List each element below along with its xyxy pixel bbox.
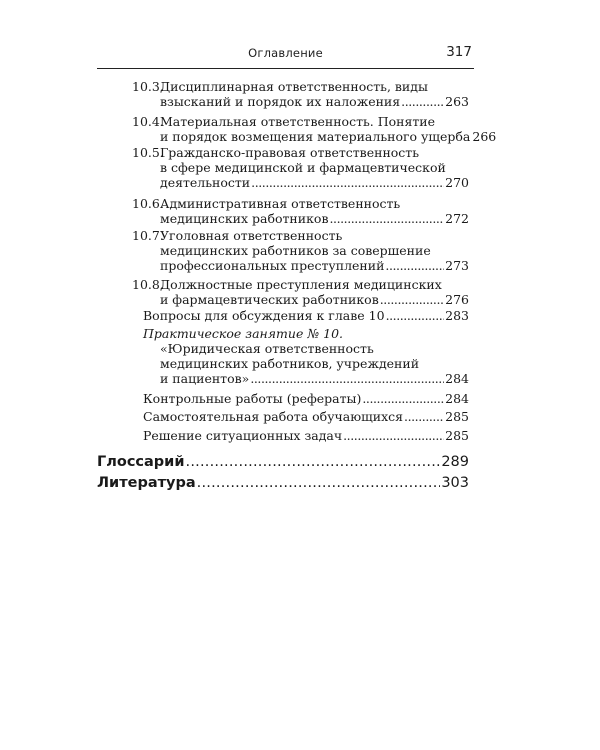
toc-entry-page: 284 bbox=[445, 371, 469, 386]
toc-entry-page: 266 bbox=[472, 129, 497, 144]
toc-entry-text: медицинских работников за совершение bbox=[160, 243, 431, 258]
toc-entry-text: медицинских работников bbox=[160, 211, 329, 226]
leader-dots bbox=[362, 391, 444, 406]
toc-entry-independent-work[interactable] bbox=[143, 409, 469, 424]
toc-entry-number: 10.5. bbox=[132, 145, 164, 160]
toc-entry-page: 276 bbox=[445, 292, 469, 307]
leader-dots bbox=[386, 308, 445, 323]
leader-dots bbox=[385, 258, 444, 273]
toc-entry-text: профессиональных преступлений bbox=[160, 258, 385, 273]
toc-entry-glossary[interactable] bbox=[97, 453, 469, 471]
toc-entry-text: Литература bbox=[97, 475, 196, 491]
toc-entry-page: 303 bbox=[441, 475, 469, 491]
toc-entry-page: 263 bbox=[445, 94, 469, 109]
toc-entry-number: 10.8. bbox=[132, 277, 164, 292]
toc-entry-page: 273 bbox=[445, 258, 469, 273]
toc-entry-number: 10.7. bbox=[132, 228, 164, 243]
toc-entry-page: 283 bbox=[445, 308, 469, 323]
leader-dots bbox=[186, 453, 441, 471]
toc-entry-control-works[interactable] bbox=[143, 391, 469, 406]
toc-entry-text: взысканий и порядок их наложения bbox=[160, 94, 401, 109]
toc-entry-practical[interactable] bbox=[143, 326, 469, 386]
toc-entry-text: в сфере медицинской и фармацевтической bbox=[160, 160, 446, 175]
toc-entry-page: 285 bbox=[445, 428, 469, 443]
leader-dots bbox=[401, 94, 444, 109]
toc-entry-text: Глоссарий bbox=[97, 454, 185, 470]
toc-entry-10-4[interactable] bbox=[132, 114, 497, 144]
toc-entry-text: Вопросы для обсуждения к главе 10 bbox=[143, 308, 385, 323]
page-number: 317 bbox=[446, 44, 472, 60]
toc-entry-text: Контрольные работы (рефераты) bbox=[143, 391, 362, 406]
running-title: Оглавление bbox=[248, 46, 323, 60]
toc-entry-number: 10.3. bbox=[132, 79, 164, 94]
toc-entry-text: Материальная ответственность. Понятие bbox=[160, 114, 436, 129]
toc-entry-10-6[interactable] bbox=[132, 196, 469, 226]
leader-dots bbox=[250, 371, 444, 386]
toc-entry-page: 272 bbox=[445, 211, 469, 226]
toc-entry-questions[interactable] bbox=[143, 308, 469, 323]
toc-entry-page: 270 bbox=[445, 175, 469, 190]
toc-entry-text: Дисциплинарная ответственность, виды bbox=[160, 79, 428, 94]
toc-entry-10-5[interactable] bbox=[132, 145, 469, 190]
leader-dots bbox=[251, 175, 444, 190]
toc-entry-text: и порядок возмещения материального ущерба bbox=[160, 129, 471, 144]
toc-entry-text: Решение ситуационных задач bbox=[143, 428, 343, 443]
toc-entry-number: 10.4. bbox=[132, 114, 164, 129]
toc-entry-text: «Юридическая ответственность bbox=[160, 341, 374, 356]
leader-dots bbox=[380, 292, 444, 307]
leader-dots bbox=[329, 211, 444, 226]
page-header bbox=[97, 40, 474, 69]
toc-entry-page: 289 bbox=[441, 454, 469, 470]
toc-entry-text: Гражданско-правовая ответственность bbox=[160, 145, 420, 160]
toc-entry-10-7[interactable] bbox=[132, 228, 469, 273]
toc-entry-text: Уголовная ответственность bbox=[160, 228, 343, 243]
toc-entry-literature[interactable] bbox=[97, 474, 469, 492]
toc-entry-number: 10.6. bbox=[132, 196, 164, 211]
leader-dots bbox=[404, 409, 444, 424]
practical-label: Практическое занятие № 10. bbox=[143, 326, 343, 341]
leader-dots bbox=[343, 428, 444, 443]
toc-entry-text: медицинских работников, учреждений bbox=[160, 356, 420, 371]
toc-entry-situational-tasks[interactable] bbox=[143, 428, 469, 443]
toc-entry-text: деятельности bbox=[160, 175, 251, 190]
toc-entry-text: Самостоятельная работа обучающихся bbox=[143, 409, 404, 424]
toc-entry-10-8[interactable] bbox=[132, 277, 469, 307]
toc-entry-page: 284 bbox=[445, 391, 469, 406]
toc-entry-page: 285 bbox=[445, 409, 469, 424]
toc-entry-text: Должностные преступления медицинских bbox=[160, 277, 442, 292]
toc-entry-text: Административная ответственность bbox=[160, 196, 401, 211]
toc-entry-text: и фармацевтических работников bbox=[160, 292, 379, 307]
toc-entry-10-3[interactable] bbox=[132, 79, 469, 109]
toc-entry-text: и пациентов» bbox=[160, 371, 250, 386]
leader-dots bbox=[197, 474, 441, 492]
